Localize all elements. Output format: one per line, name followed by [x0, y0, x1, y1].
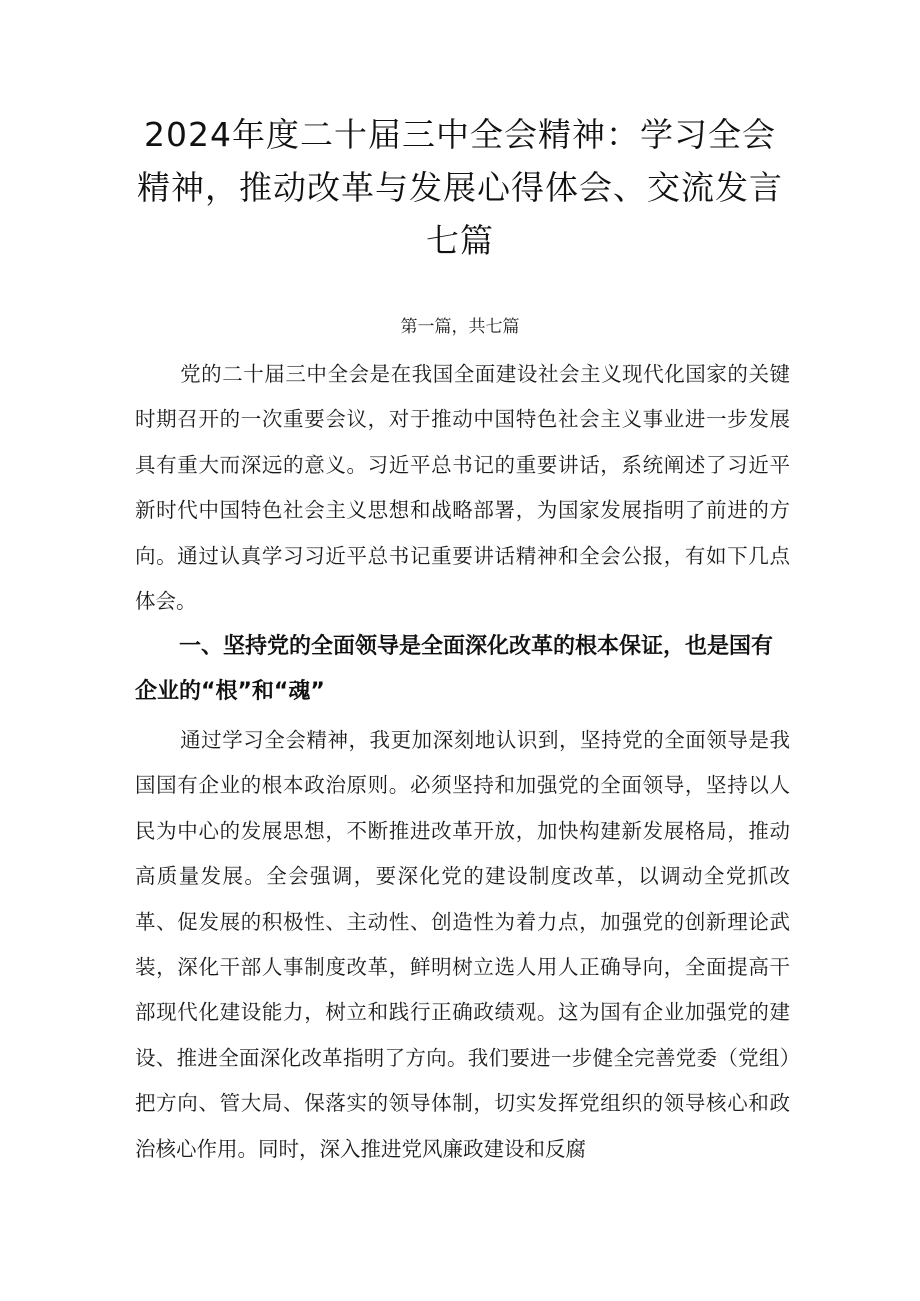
section-heading: 一、坚持党的全面领导是全面深化改革的根本保证，也是国有企业的“根”和“魂”	[135, 634, 774, 704]
document-subtitle: 第一篇，共七篇	[400, 317, 520, 337]
document-title: 2024年度二十届三中全会精神：学习全会精神，推动改革与发展心得体会、交流发言七篇	[137, 115, 783, 260]
section-paragraph: 通过学习全会精神，我更加深刻地认识到，坚持党的全面领导是我国国有企业的根本政治原则。必须坚持和加强党的全面领导，坚持以人民为中心的发展思想，不断推进改革开放，加快构建新发展格局，推动高质量发展。全会强调，要深化党的建设制度改革，以调动全党抓改革、促发展的积极性、主动性、创造性为着力点，加强党的创新理论武装，深化干部人事制度改革，鲜明树立选人用人正确导向，全面提高干部现代化建设能力，树立和践行正确政绩观。这为国有企业加强党的建设、推进全面深化改革指明了方向。我们要进一步健全完善党委（党组）把方向、管大局、保落实的领导体制，切实发挥党组织的领导核心和政治核心作用。同时，深入推进党风廉政建设和反腐	[135, 728, 790, 1161]
intro-paragraph: 党的二十届三中全会是在我国全面建设社会主义现代化国家的关键时期召开的一次重要会议，对于推动中国特色社会主义事业进一步发展具有重大而深远的意义。习近平总书记的重要讲话，系统阐述了习近平新时代中国特色社会主义思想和战略部署，为国家发展指明了前进的方向。通过认真学习习近平总书记重要讲话精神和全会公报，有如下几点体会。	[135, 362, 790, 614]
